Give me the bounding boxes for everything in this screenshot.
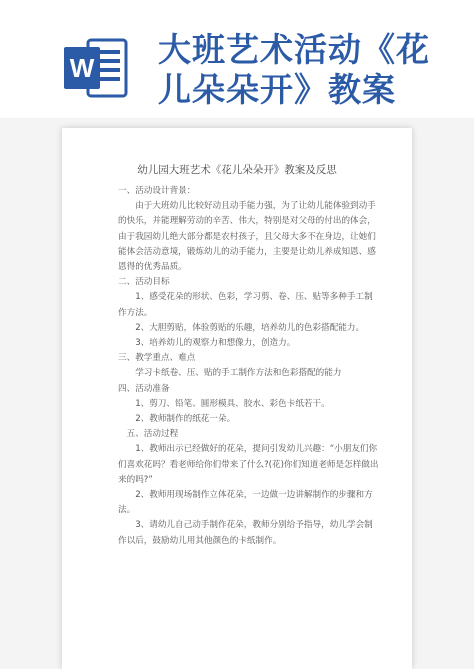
page-title	[158, 30, 458, 110]
paragraph: 学习卡纸卷、压、贴的手工制作方法和色彩搭配的能力	[135, 368, 342, 379]
page-title-line1: 大班艺术活动《花	[158, 30, 430, 69]
document-body	[118, 184, 380, 549]
list-item: 2、大胆剪贴，体验剪贴的乐趣，培养幼儿的色彩搭配能力。	[135, 322, 365, 333]
section-heading: 一、活动设计背景：	[118, 186, 196, 196]
section-heading: 五、活动过程	[126, 429, 179, 440]
list-item: 1、感受花朵的形状、色彩，学习剪、卷、压、贴等多种手工制作方法。	[118, 292, 373, 318]
document-title: 幼儿园大班艺术《花儿朵朵开》教案及反思	[137, 164, 337, 176]
word-icon-letter: W	[69, 53, 95, 83]
section-heading: 三、教学重点、难点	[118, 353, 196, 364]
header-banner	[0, 0, 474, 118]
list-item: 1、剪刀、铅笔、圆形模具、胶水、彩色卡纸若干。	[135, 398, 330, 409]
list-item: 3、培养幼儿的观察力和想像力，创造力。	[135, 338, 296, 349]
list-item: 1、教师出示已经做好的花朵，提问引发幼儿兴趣：“小朋友们你们喜欢花吗？看老师给你们带来了什么?(花)你们知道老师是怎样做出来的吗?”	[118, 444, 379, 485]
section-heading: 四、活动准备	[118, 383, 170, 394]
section-heading: 二、活动目标	[118, 277, 170, 288]
paragraph: 由于大班幼儿比较好动且动手能力强，为了让幼儿能体验到动手的快乐，并能理解劳动的辛苦、伟大，特别是对父母的付出的体会，由于我园幼儿绝大部分都是农村孩子，且父母大多不在身边，让她们能体会活动意境，锻炼幼儿的动手能力，主要是让幼儿养成知恩、感恩得的优秀品质。	[118, 201, 376, 273]
list-item: 2、教师制作的纸花一朵。	[135, 414, 236, 425]
list-item: 3、请幼儿自己动手制作花朵，教师分别给予指导，幼儿学会制作以后，鼓励幼儿用其他颜色的卡纸制作。	[118, 520, 373, 546]
page-title-line2: 儿朵朵开》教案	[158, 70, 396, 109]
list-item: 2、教师用现场制作立体花朵，一边做一边讲解制作的步骤和方法。	[118, 490, 373, 516]
word-doc-icon	[62, 34, 132, 102]
document-page	[62, 128, 412, 669]
